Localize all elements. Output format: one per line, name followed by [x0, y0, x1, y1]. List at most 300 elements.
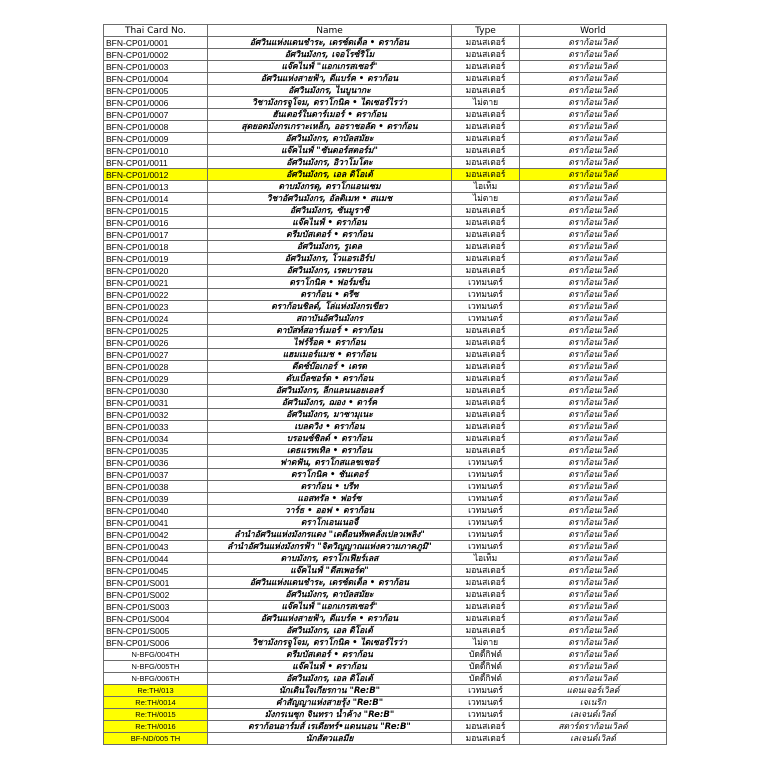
- table-row: [104, 445, 667, 457]
- card-world-cell: ดราก้อนเวิลด์: [520, 145, 667, 157]
- card-world-cell: ดราก้อนเวิลด์: [520, 325, 667, 337]
- card-type-cell: มอนสเตอร์: [452, 133, 520, 145]
- card-number-cell: BFN-CP01/0041: [104, 517, 208, 529]
- card-type-cell: เวทมนตร์: [452, 685, 520, 697]
- card-type-cell: มอนสเตอร์: [452, 325, 520, 337]
- table-row: [104, 565, 667, 577]
- card-world-cell: ดราก้อนเวิลด์: [520, 505, 667, 517]
- table-row: [104, 577, 667, 589]
- card-number-cell: BFN-CP01/0022: [104, 289, 208, 301]
- card-name-cell: อัศวินแห่งสายฟ้า, ดีแบร์ค • ดราก้อน: [208, 73, 452, 85]
- card-number-cell: BFN-CP01/0012: [104, 169, 208, 181]
- card-name-cell: สถาบันอัศวินมังกร: [208, 313, 452, 325]
- table-row: [104, 589, 667, 601]
- table-row: [104, 181, 667, 193]
- card-number-cell: BFN-CP01/S001: [104, 577, 208, 589]
- card-world-cell: ดราก้อนเวิลด์: [520, 469, 667, 481]
- table-row: [104, 481, 667, 493]
- card-name-cell: อัศวินมังกร, เรดบารอน: [208, 265, 452, 277]
- table-row: [104, 505, 667, 517]
- card-name-cell: ดรีมบัสเตอร์ • ดราก้อน: [208, 229, 452, 241]
- card-type-cell: มอนสเตอร์: [452, 157, 520, 169]
- card-number-cell: BFN-CP01/0029: [104, 373, 208, 385]
- card-number-cell: BFN-CP01/0039: [104, 493, 208, 505]
- card-name-cell: สุดยอดมังกรเกราะเหล็ก, ออราชอลัด • ดราก้อน: [208, 121, 452, 133]
- card-world-cell: ดราก้อนเวิลด์: [520, 625, 667, 637]
- card-type-cell: มอนสเตอร์: [452, 565, 520, 577]
- card-type-cell: มอนสเตอร์: [452, 589, 520, 601]
- card-type-cell: เวทมนตร์: [452, 457, 520, 469]
- card-number-cell: BFN-CP01/0008: [104, 121, 208, 133]
- table-row: [104, 337, 667, 349]
- card-number-cell: BFN-CP01/S006: [104, 637, 208, 649]
- card-type-cell: มอนสเตอร์: [452, 253, 520, 265]
- card-number-cell: N-BFG/005TH: [104, 661, 208, 673]
- card-number-cell: BFN-CP01/0013: [104, 181, 208, 193]
- table-row: [104, 733, 667, 745]
- card-name-cell: ดราก้อน • ดรีซ: [208, 289, 452, 301]
- table-row: [104, 73, 667, 85]
- card-world-cell: ดราก้อนเวิลด์: [520, 301, 667, 313]
- card-world-cell: ดราก้อนเวิลด์: [520, 433, 667, 445]
- card-world-cell: ดราก้อนเวิลด์: [520, 85, 667, 97]
- table-row: [104, 349, 667, 361]
- card-type-cell: ไม่ตาย: [452, 637, 520, 649]
- card-name-cell: อัศวินมังกร, โวแอรเอิร์ป: [208, 253, 452, 265]
- card-world-cell: ดราก้อนเวิลด์: [520, 517, 667, 529]
- card-number-cell: BFN-CP01/0037: [104, 469, 208, 481]
- card-name-cell: อัศวินมังกร, เอล ดิโอเต้: [208, 673, 452, 685]
- table-row: [104, 229, 667, 241]
- card-number-cell: BFN-CP01/0040: [104, 505, 208, 517]
- card-type-cell: มอนสเตอร์: [452, 85, 520, 97]
- table-row: [104, 517, 667, 529]
- card-world-cell: ดราก้อนเวิลด์: [520, 37, 667, 49]
- table-row: [104, 325, 667, 337]
- table-row: [104, 217, 667, 229]
- card-type-cell: มอนสเตอร์: [452, 397, 520, 409]
- card-world-cell: ดราก้อนเวิลด์: [520, 181, 667, 193]
- card-world-cell: ดราก้อนเวิลด์: [520, 529, 667, 541]
- card-type-cell: มอนสเตอร์: [452, 121, 520, 133]
- card-name-cell: ดับเบิ้ลซอร์ด • ดราก้อน: [208, 373, 452, 385]
- card-world-cell: ดราก้อนเวิลด์: [520, 265, 667, 277]
- card-name-cell: ดาบมังกรดุ, ดราโกแอนเซม: [208, 181, 452, 193]
- card-number-cell: BFN-CP01/0007: [104, 109, 208, 121]
- card-name-cell: เบลดวิง • ดราก้อน: [208, 421, 452, 433]
- table-row: [104, 289, 667, 301]
- card-type-cell: มอนสเตอร์: [452, 601, 520, 613]
- card-type-cell: เวทมนตร์: [452, 301, 520, 313]
- card-world-cell: ดราก้อนเวิลด์: [520, 589, 667, 601]
- card-world-cell: ดราก้อนเวิลด์: [520, 313, 667, 325]
- card-type-cell: เวทมนตร์: [452, 541, 520, 553]
- card-world-cell: ดราก้อนเวิลด์: [520, 133, 667, 145]
- card-name-cell: อัศวินมังกร, ฌอง • ดาร์ค: [208, 397, 452, 409]
- card-number-cell: BFN-CP01/0032: [104, 409, 208, 421]
- card-number-cell: BFN-CP01/0036: [104, 457, 208, 469]
- card-type-cell: มอนสเตอร์: [452, 409, 520, 421]
- table-row: [104, 397, 667, 409]
- card-type-cell: มอนสเตอร์: [452, 433, 520, 445]
- card-type-cell: มอนสเตอร์: [452, 577, 520, 589]
- card-type-cell: เวทมนตร์: [452, 277, 520, 289]
- card-type-cell: มอนสเตอร์: [452, 385, 520, 397]
- table-row: [104, 109, 667, 121]
- card-world-cell: ดราก้อนเวิลด์: [520, 277, 667, 289]
- table-row: [104, 133, 667, 145]
- card-type-cell: ไม่ตาย: [452, 193, 520, 205]
- card-name-cell: เดธแรทเทิล • ดราก้อน: [208, 445, 452, 457]
- card-name-cell: ลำนำอัศวินแห่งมังกรแดง "เดดือนทัพคลั่งเปลวเพลิง": [208, 529, 452, 541]
- card-number-cell: BFN-CP01/0030: [104, 385, 208, 397]
- header-name: Name: [208, 25, 452, 37]
- card-number-cell: Re:TH/0016: [104, 721, 208, 733]
- card-number-cell: BFN-CP01/0024: [104, 313, 208, 325]
- card-name-cell: มังกรเนซุก จินทรา น้ำค้าง "Re:B": [208, 709, 452, 721]
- card-type-cell: มอนสเตอร์: [452, 337, 520, 349]
- card-name-cell: แจ๊คไนฟ์ "ซันดอร์สตอร์ม": [208, 145, 452, 157]
- card-number-cell: BFN-CP01/S004: [104, 613, 208, 625]
- table-row: [104, 49, 667, 61]
- card-type-cell: เวทมนตร์: [452, 529, 520, 541]
- card-world-cell: ดราก้อนเวิลด์: [520, 373, 667, 385]
- table-row: [104, 385, 667, 397]
- card-world-cell: ดราก้อนเวิลด์: [520, 577, 667, 589]
- card-name-cell: ลำนำอัศวินแห่งมังกรฟ้า "จิตวิญญาณแห่งความภาคภูมิ": [208, 541, 452, 553]
- table-row: [104, 205, 667, 217]
- card-number-cell: BFN-CP01/0025: [104, 325, 208, 337]
- card-number-cell: BF-ND/005 TH: [104, 733, 208, 745]
- card-type-cell: มอนสเตอร์: [452, 61, 520, 73]
- card-number-cell: BFN-CP01/0017: [104, 229, 208, 241]
- card-number-cell: BFN-CP01/0028: [104, 361, 208, 373]
- card-number-cell: BFN-CP01/0002: [104, 49, 208, 61]
- card-name-cell: แฮมเมอร์แมช • ดราก้อน: [208, 349, 452, 361]
- card-world-cell: ดราก้อนเวิลด์: [520, 217, 667, 229]
- card-name-cell: อัศวินมังกร, เอล ดิโอเต้: [208, 169, 452, 181]
- card-world-cell: เจเนริก: [520, 697, 667, 709]
- card-world-cell: ดราก้อนเวิลด์: [520, 481, 667, 493]
- card-number-cell: BFN-CP01/0034: [104, 433, 208, 445]
- table-row: [104, 469, 667, 481]
- card-name-cell: อัศวินมังกร, เจอโรซ์ริโม: [208, 49, 452, 61]
- table-row: [104, 433, 667, 445]
- card-name-cell: คำสัญญาแห่งสายรุ้ง "Re:B": [208, 697, 452, 709]
- card-world-cell: ดราก้อนเวิลด์: [520, 361, 667, 373]
- card-world-cell: แดนเจอร์เวิลด์: [520, 685, 667, 697]
- card-number-cell: Re:TH/013: [104, 685, 208, 697]
- card-type-cell: เวทมนตร์: [452, 481, 520, 493]
- table-row: [104, 541, 667, 553]
- card-name-cell: อัศวินมังกร, ลีกแลนนอยเอลร์: [208, 385, 452, 397]
- table-row: [104, 157, 667, 169]
- card-number-cell: BFN-CP01/0020: [104, 265, 208, 277]
- table-row: [104, 409, 667, 421]
- table-row: [104, 193, 667, 205]
- card-number-cell: BFN-CP01/0010: [104, 145, 208, 157]
- card-number-cell: N-BFG/004TH: [104, 649, 208, 661]
- card-number-cell: BFN-CP01/S002: [104, 589, 208, 601]
- card-name-cell: อัศวินมังกร, อิวาโมโตะ: [208, 157, 452, 169]
- card-world-cell: ดราก้อนเวิลด์: [520, 193, 667, 205]
- card-name-cell: ดราโกนิค • ชันเตอร์: [208, 469, 452, 481]
- table-row: [104, 661, 667, 673]
- table-row: [104, 241, 667, 253]
- card-world-cell: ดราก้อนเวิลด์: [520, 169, 667, 181]
- card-number-cell: BFN-CP01/0016: [104, 217, 208, 229]
- card-number-cell: BFN-CP01/0005: [104, 85, 208, 97]
- card-type-cell: ไอเท็ม: [452, 553, 520, 565]
- card-world-cell: ดราก้อนเวิลด์: [520, 157, 667, 169]
- card-name-cell: ไฟร์ร็อค • ดราก้อน: [208, 337, 452, 349]
- card-type-cell: มอนสเตอร์: [452, 37, 520, 49]
- card-world-cell: ดราก้อนเวิลด์: [520, 61, 667, 73]
- card-world-cell: เลเจนด์เวิลด์: [520, 709, 667, 721]
- card-number-cell: BFN-CP01/0009: [104, 133, 208, 145]
- card-name-cell: อัศวินมังกร, ไนบูนากะ: [208, 85, 452, 97]
- card-name-cell: อัศวินแห่งสายฟ้า, ดีแบร์ค • ดราก้อน: [208, 613, 452, 625]
- card-world-cell: ดราก้อนเวิลด์: [520, 349, 667, 361]
- card-number-cell: BFN-CP01/0021: [104, 277, 208, 289]
- table-row: [104, 265, 667, 277]
- table-row: [104, 421, 667, 433]
- card-name-cell: ดรีมบัสเตอร์ • ดราก้อน: [208, 649, 452, 661]
- card-type-cell: เวทมนตร์: [452, 289, 520, 301]
- card-name-cell: ดาบัสท์สอาร์เมอร์ • ดราก้อน: [208, 325, 452, 337]
- card-name-cell: แจ๊คไนฟ์ • ดราก้อน: [208, 661, 452, 673]
- table-row: [104, 373, 667, 385]
- card-number-cell: BFN-CP01/0042: [104, 529, 208, 541]
- card-list-table: [103, 24, 667, 745]
- card-name-cell: อัศวินมังกร, เอล ดิโอเต้: [208, 625, 452, 637]
- card-number-cell: BFN-CP01/0045: [104, 565, 208, 577]
- card-name-cell: ดราก้อนอาร์มส์ เรเดียทร์•แดนนอน "Re:B": [208, 721, 452, 733]
- card-world-cell: ดราก้อนเวิลด์: [520, 289, 667, 301]
- card-type-cell: เวทมนตร์: [452, 505, 520, 517]
- card-world-cell: ดราก้อนเวิลด์: [520, 253, 667, 265]
- card-world-cell: ดราก้อนเวิลด์: [520, 385, 667, 397]
- card-world-cell: ดราก้อนเวิลด์: [520, 649, 667, 661]
- card-world-cell: ดราก้อนเวิลด์: [520, 421, 667, 433]
- card-type-cell: บัดดี้กิฟต์: [452, 661, 520, 673]
- card-type-cell: ไม่ตาย: [452, 97, 520, 109]
- card-type-cell: มอนสเตอร์: [452, 733, 520, 745]
- table-row: [104, 121, 667, 133]
- card-world-cell: ดราก้อนเวิลด์: [520, 553, 667, 565]
- table-row: [104, 97, 667, 109]
- card-world-cell: ดราก้อนเวิลด์: [520, 73, 667, 85]
- table-row: [104, 61, 667, 73]
- card-type-cell: มอนสเตอร์: [452, 613, 520, 625]
- card-world-cell: ดราก้อนเวิลด์: [520, 445, 667, 457]
- card-world-cell: ดราก้อนเวิลด์: [520, 241, 667, 253]
- table-row: [104, 709, 667, 721]
- table-row: [104, 457, 667, 469]
- table-row: [104, 37, 667, 49]
- card-name-cell: ดราก้อน • บรีท: [208, 481, 452, 493]
- card-number-cell: BFN-CP01/0001: [104, 37, 208, 49]
- card-world-cell: ดราก้อนเวิลด์: [520, 565, 667, 577]
- header-row: [104, 25, 667, 37]
- card-world-cell: ดราก้อนเวิลด์: [520, 673, 667, 685]
- card-number-cell: BFN-CP01/S003: [104, 601, 208, 613]
- card-name-cell: อัศวินแห่งแดนชำระ, เดรซ์ดเต็ล • ดราก้อน: [208, 37, 452, 49]
- card-number-cell: BFN-CP01/0003: [104, 61, 208, 73]
- card-number-cell: BFN-CP01/0035: [104, 445, 208, 457]
- card-type-cell: มอนสเตอร์: [452, 721, 520, 733]
- card-number-cell: BFN-CP01/0011: [104, 157, 208, 169]
- card-name-cell: อัศวินมังกร, รูเดล: [208, 241, 452, 253]
- card-rows: [104, 37, 667, 745]
- card-world-cell: ดราก้อนเวิลด์: [520, 661, 667, 673]
- card-world-cell: ดราก้อนเวิลด์: [520, 49, 667, 61]
- table-row: [104, 361, 667, 373]
- card-type-cell: มอนสเตอร์: [452, 349, 520, 361]
- card-world-cell: ดราก้อนเวิลด์: [520, 613, 667, 625]
- card-world-cell: ดราก้อนเวิลด์: [520, 637, 667, 649]
- card-type-cell: มอนสเตอร์: [452, 49, 520, 61]
- card-world-cell: เลเจนด์เวิลด์: [520, 733, 667, 745]
- card-number-cell: BFN-CP01/0006: [104, 97, 208, 109]
- table-row: [104, 721, 667, 733]
- table-row: [104, 613, 667, 625]
- table-row: [104, 493, 667, 505]
- table-row: [104, 649, 667, 661]
- card-number-cell: N-BFG/006TH: [104, 673, 208, 685]
- table-row: [104, 253, 667, 265]
- card-number-cell: BFN-CP01/0019: [104, 253, 208, 265]
- card-number-cell: BFN-CP01/0044: [104, 553, 208, 565]
- card-type-cell: มอนสเตอร์: [452, 109, 520, 121]
- header-card-no: Thai Card No.: [104, 25, 208, 37]
- card-type-cell: ไอเท็ม: [452, 181, 520, 193]
- card-name-cell: นักเดินใจเกียรกาน "Re:B": [208, 685, 452, 697]
- card-number-cell: BFN-CP01/0027: [104, 349, 208, 361]
- card-number-cell: BFN-CP01/0014: [104, 193, 208, 205]
- card-number-cell: BFN-CP01/0004: [104, 73, 208, 85]
- card-world-cell: ดราก้อนเวิลด์: [520, 205, 667, 217]
- card-type-cell: มอนสเตอร์: [452, 229, 520, 241]
- card-type-cell: เวทมนตร์: [452, 697, 520, 709]
- card-world-cell: ดราก้อนเวิลด์: [520, 229, 667, 241]
- card-number-cell: BFN-CP01/0015: [104, 205, 208, 217]
- card-name-cell: ดราโกเอนเนอจี้: [208, 517, 452, 529]
- table-row: [104, 625, 667, 637]
- card-name-cell: ฮันเตอร์ในดาร์เมอร์ • ดราก้อน: [208, 109, 452, 121]
- header-type: Type: [452, 25, 520, 37]
- card-name-cell: ฟาดฟัน, ดราโกสแลชเชอร์: [208, 457, 452, 469]
- card-name-cell: นักสัตวแลมีย: [208, 733, 452, 745]
- card-type-cell: มอนสเตอร์: [452, 421, 520, 433]
- table-row: [104, 697, 667, 709]
- card-type-cell: บัดดี้กิฟต์: [452, 649, 520, 661]
- card-number-cell: BFN-CP01/0026: [104, 337, 208, 349]
- table-row: [104, 277, 667, 289]
- card-name-cell: วาร์ธ • ออฟ • ดราก้อน: [208, 505, 452, 517]
- card-world-cell: ดราก้อนเวิลด์: [520, 397, 667, 409]
- table-row: [104, 529, 667, 541]
- table-row: [104, 301, 667, 313]
- card-name-cell: แจ๊คไนฟ์ "ดีสเพอร์ด": [208, 565, 452, 577]
- card-name-cell: อัศวินมังกร, ดาบัลสมัยะ: [208, 589, 452, 601]
- card-name-cell: วิชามังกรจูโจม, ดราโกนิค • ไดเซอร์ไรว่า: [208, 637, 452, 649]
- card-type-cell: เวทมนตร์: [452, 517, 520, 529]
- card-name-cell: อัศวินมังกร, ดาบัลสมัยะ: [208, 133, 452, 145]
- card-name-cell: บรอนซ์ชิลด์ • ดราก้อน: [208, 433, 452, 445]
- card-type-cell: มอนสเตอร์: [452, 625, 520, 637]
- card-world-cell: ดราก้อนเวิลด์: [520, 97, 667, 109]
- card-number-cell: BFN-CP01/0033: [104, 421, 208, 433]
- card-type-cell: มอนสเตอร์: [452, 217, 520, 229]
- table-row: [104, 673, 667, 685]
- card-world-cell: ดราก้อนเวิลด์: [520, 541, 667, 553]
- card-name-cell: ดราก้อนชิลด์, โล่แห่งมังกรเขียว: [208, 301, 452, 313]
- card-name-cell: อัศวินมังกร, มาซามุเนะ: [208, 409, 452, 421]
- card-type-cell: มอนสเตอร์: [452, 145, 520, 157]
- table-row: [104, 601, 667, 613]
- card-world-cell: ดราก้อนเวิลด์: [520, 121, 667, 133]
- card-world-cell: ดราก้อนเวิลด์: [520, 109, 667, 121]
- table-row: [104, 313, 667, 325]
- card-list-sheet: [103, 24, 666, 745]
- card-type-cell: เวทมนตร์: [452, 709, 520, 721]
- card-name-cell: อัศวินมังกร, ซันมูราซี: [208, 205, 452, 217]
- card-type-cell: เวทมนตร์: [452, 313, 520, 325]
- card-name-cell: ดีดซ์บ๊อเกอร์ • เดรด: [208, 361, 452, 373]
- card-world-cell: ดราก้อนเวิลด์: [520, 457, 667, 469]
- card-name-cell: แจ๊คไนฟ์ • ดราก้อน: [208, 217, 452, 229]
- card-number-cell: BFN-CP01/S005: [104, 625, 208, 637]
- card-world-cell: ดราก้อนเวิลด์: [520, 409, 667, 421]
- card-name-cell: แจ๊คไนฟ์ "แอกเกรสเซอร์": [208, 61, 452, 73]
- card-type-cell: มอนสเตอร์: [452, 373, 520, 385]
- table-row: [104, 553, 667, 565]
- table-row: [104, 169, 667, 181]
- card-name-cell: วิชามังกรจูโจม, ดราโกนิค • ไดเซอร์ไรว่า: [208, 97, 452, 109]
- card-number-cell: BFN-CP01/0043: [104, 541, 208, 553]
- card-type-cell: มอนสเตอร์: [452, 361, 520, 373]
- card-world-cell: ดราก้อนเวิลด์: [520, 493, 667, 505]
- card-number-cell: BFN-CP01/0031: [104, 397, 208, 409]
- table-row: [104, 685, 667, 697]
- card-name-cell: วิชาอัศวินมังกร, อัลติเมท • สแมช: [208, 193, 452, 205]
- card-number-cell: BFN-CP01/0038: [104, 481, 208, 493]
- card-type-cell: มอนสเตอร์: [452, 265, 520, 277]
- card-world-cell: ดราก้อนเวิลด์: [520, 601, 667, 613]
- card-number-cell: Re:TH/0015: [104, 709, 208, 721]
- card-name-cell: แอสทรัล • ฟอร์ซ: [208, 493, 452, 505]
- card-type-cell: เวทมนตร์: [452, 469, 520, 481]
- card-type-cell: มอนสเตอร์: [452, 445, 520, 457]
- card-type-cell: เวทมนตร์: [452, 493, 520, 505]
- card-number-cell: BFN-CP01/0018: [104, 241, 208, 253]
- card-type-cell: มอนสเตอร์: [452, 205, 520, 217]
- card-type-cell: บัดดี้กิฟต์: [452, 673, 520, 685]
- card-type-cell: มอนสเตอร์: [452, 73, 520, 85]
- table-row: [104, 145, 667, 157]
- card-world-cell: สตาร์ดราก้อนเวิลด์: [520, 721, 667, 733]
- card-number-cell: Re:TH/0014: [104, 697, 208, 709]
- card-number-cell: BFN-CP01/0023: [104, 301, 208, 313]
- card-world-cell: ดราก้อนเวิลด์: [520, 337, 667, 349]
- card-name-cell: ดาบมังกร, ดราโกเฟียร์เลส: [208, 553, 452, 565]
- card-name-cell: ดราโกนิค • ฟอร์มขั้น: [208, 277, 452, 289]
- card-name-cell: แจ๊คไนฟ์ "แอกเกรสเซอร์": [208, 601, 452, 613]
- card-name-cell: อัศวินแห่งแดนชำระ, เดรซ์ดเต็ล • ดราก้อน: [208, 577, 452, 589]
- table-row: [104, 637, 667, 649]
- header-world: World: [520, 25, 667, 37]
